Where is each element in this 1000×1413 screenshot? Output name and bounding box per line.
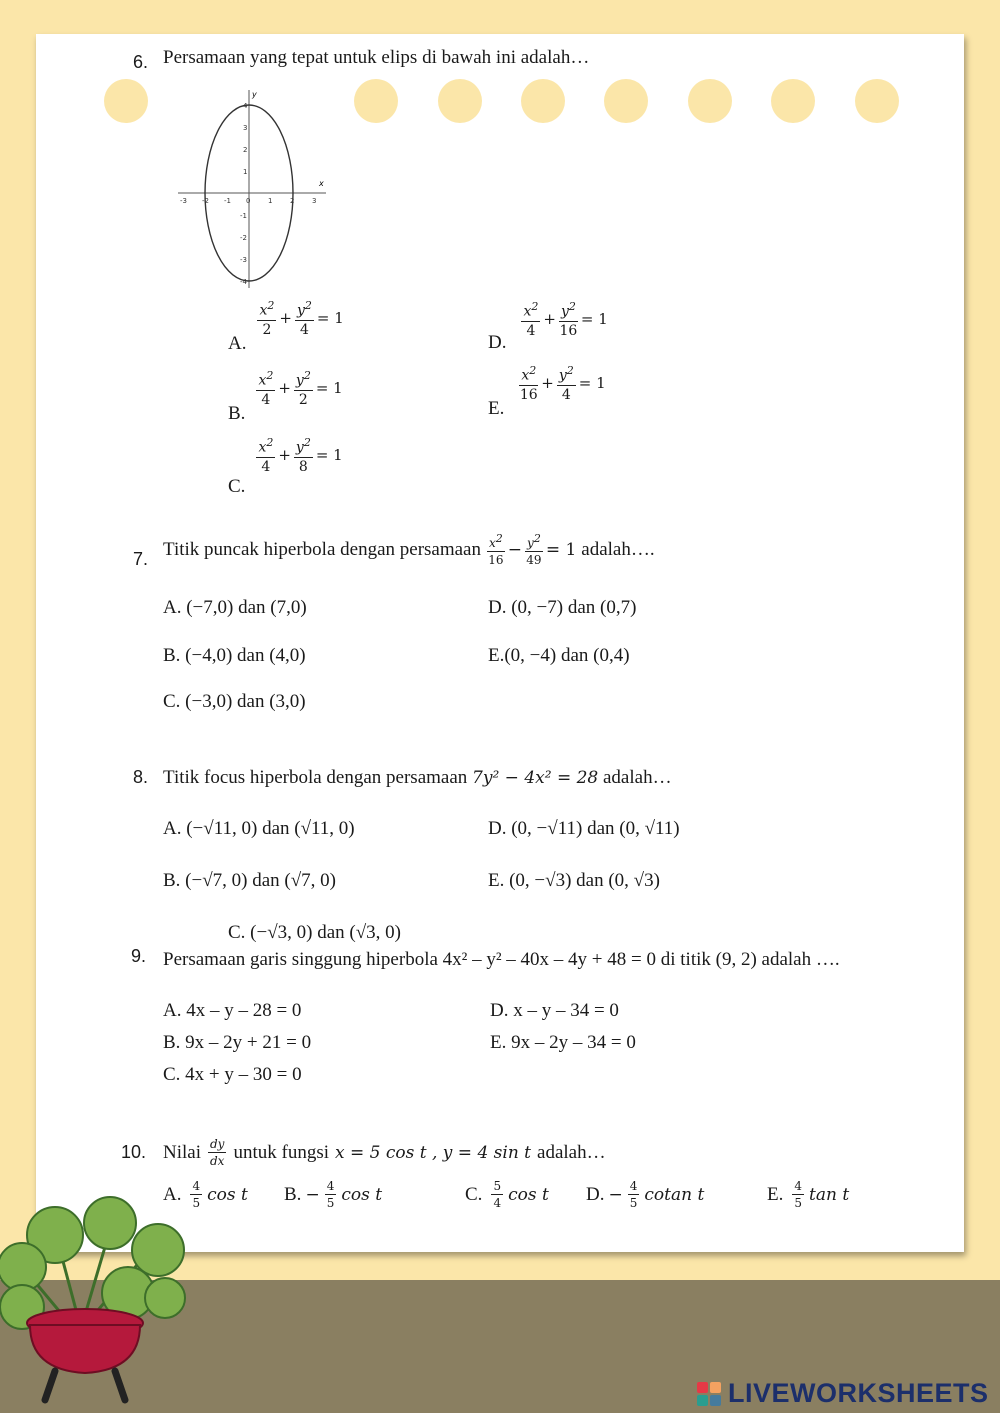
- x-tick-label: 0: [246, 197, 251, 205]
- logo-icon: [696, 1381, 722, 1407]
- ellipse-graph: [176, 88, 332, 292]
- option-e[interactable]: E. $\frac{4}{5}$ tan t: [767, 1179, 850, 1210]
- binder-hole: [855, 79, 899, 123]
- equation: 7y² − 4x² = 28: [472, 768, 599, 788]
- option-c[interactable]: C. $\frac{x^2}{4}$ + $\frac{y^2}{8}$ = 1: [228, 436, 343, 497]
- option-letter: B.: [228, 402, 246, 424]
- option-c[interactable]: C. 4x + y – 30 = 0: [163, 1064, 302, 1085]
- question-text: Persamaan yang tepat untuk elips di bawah ini adalah…: [163, 47, 590, 68]
- option-a[interactable]: A. (−√11, 0) dan (√11, 0): [163, 818, 355, 839]
- option-d[interactable]: D. x – y – 34 = 0: [490, 1000, 619, 1021]
- binder-hole: [604, 79, 648, 123]
- y-tick-label: 2: [243, 146, 248, 154]
- option-a[interactable]: A. $\frac{4}{5}$ cos t: [163, 1179, 248, 1210]
- x-tick-label: 3: [312, 197, 317, 205]
- option-b[interactable]: B. $\frac{x^2}{4}$ + $\frac{y^2}{2}$ = 1: [228, 369, 343, 424]
- option-b[interactable]: B. (−4,0) dan (4,0): [163, 645, 306, 666]
- liveworksheets-logo: [696, 1378, 989, 1409]
- option-letter: C.: [228, 475, 246, 497]
- binder-hole: [771, 79, 815, 123]
- x-axis-label: x: [319, 179, 324, 188]
- potted-plant-illustration: [0, 1195, 200, 1413]
- question-number: 6.: [133, 52, 149, 72]
- y-tick-label: -1: [240, 212, 247, 220]
- question-text: Nilai $\frac{dy}{dx}$ untuk fungsi x = 5 cos t , y = 4 sin t adalah…: [163, 1137, 606, 1168]
- x-tick-label: 2: [290, 197, 295, 205]
- y-tick-label: -3: [240, 256, 247, 264]
- y-tick-label: -2: [240, 234, 247, 242]
- option-e[interactable]: E. $\frac{x^2}{16}$ + $\frac{y^2}{4}$ = 1: [488, 364, 606, 419]
- logo-text: LIVEWORKSHEETS: [728, 1378, 989, 1408]
- option-b[interactable]: B. 9x – 2y + 21 = 0: [163, 1032, 312, 1053]
- option-e[interactable]: E.(0, −4) dan (0,4): [488, 645, 630, 666]
- option-letter: E.: [488, 397, 505, 419]
- option-c[interactable]: C. (−3,0) dan (3,0): [163, 691, 306, 712]
- question-text: Persamaan garis singgung hiperbola 4x² – y² – 40x – 4y + 48 = 0 di titik (9, 2) adalah ….: [163, 949, 840, 970]
- binder-hole: [688, 79, 732, 123]
- binder-hole: [438, 79, 482, 123]
- option-b[interactable]: B. − $\frac{4}{5}$ cos t: [284, 1179, 383, 1210]
- option-d[interactable]: D. $\frac{x^2}{4}$ + $\frac{y^2}{16}$ = 1: [488, 300, 608, 353]
- option-e[interactable]: E. 9x – 2y – 34 = 0: [490, 1032, 636, 1053]
- option-a[interactable]: A. (−7,0) dan (7,0): [163, 597, 307, 618]
- x-tick-label: -1: [224, 197, 231, 205]
- y-tick-label: 4: [243, 102, 248, 110]
- y-tick-label: 3: [243, 124, 248, 132]
- binder-hole: [104, 79, 148, 123]
- option-a[interactable]: A. $\frac{x^2}{2}$ + $\frac{y^2}{4}$ = 1: [228, 299, 344, 354]
- x-tick-label: -2: [202, 197, 209, 205]
- question-text: Titik focus hiperbola dengan persamaan 7y² − 4x² = 28 adalah…: [163, 767, 672, 788]
- y-tick-label: 1: [243, 168, 248, 176]
- y-axis-label: y: [252, 90, 257, 99]
- question-number: 10.: [121, 1142, 147, 1162]
- y-tick-label: -4: [240, 278, 247, 286]
- option-letter: A.: [228, 332, 247, 354]
- question-number: 7.: [133, 549, 149, 569]
- option-c[interactable]: C. (−√3, 0) dan (√3, 0): [228, 922, 401, 943]
- x-tick-label: 1: [268, 197, 273, 205]
- question-number: 8.: [133, 767, 149, 787]
- binder-hole: [521, 79, 565, 123]
- option-e[interactable]: E. (0, −√3) dan (0, √3): [488, 870, 660, 891]
- option-d[interactable]: D. (0, −7) dan (0,7): [488, 597, 637, 618]
- option-c[interactable]: C. $\frac{5}{4}$ cos t: [465, 1179, 549, 1210]
- option-d[interactable]: D. − $\frac{4}{5}$ cotan t: [586, 1179, 705, 1210]
- binder-hole: [354, 79, 398, 123]
- question-text: Titik puncak hiperbola dengan persamaan $\frac{x^2}{16}$ − $\frac{y^2}{49}$ = 1 adalah….: [163, 532, 655, 567]
- option-d[interactable]: D. (0, −√11) dan (0, √11): [488, 818, 680, 839]
- x-tick-label: -3: [180, 197, 187, 205]
- option-b[interactable]: B. (−√7, 0) dan (√7, 0): [163, 870, 336, 891]
- question-number: 9.: [131, 946, 147, 966]
- option-a[interactable]: A. 4x – y – 28 = 0: [163, 1000, 302, 1021]
- option-letter: D.: [488, 331, 507, 353]
